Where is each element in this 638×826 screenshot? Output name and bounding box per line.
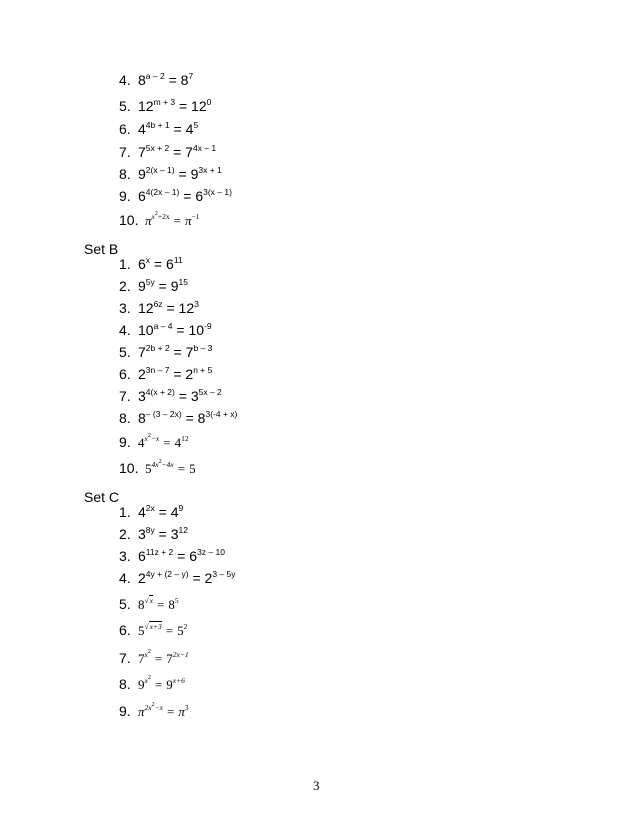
problem-item: 5. $8^{√x} = 8^5$ [119,596,179,612]
problem-item: 4. $10^{a - 4} = 10^{-9}$ [119,321,212,338]
exponent: 4(2x – 1) [145,187,180,197]
exponent-square: 2 [154,211,158,217]
base: 2 [204,570,213,586]
exponent: 3(x – 1) [203,187,232,197]
problem-item: 9. $6^{4(2x - 1)} = 6^{3(x - 1)}$ [119,187,232,204]
base: 4 [170,504,179,520]
exponent-square: 2 [147,649,151,655]
exponent: 3n – 7 [145,365,170,375]
base: 6 [138,188,146,204]
exponent: x [144,650,148,659]
problem-item: 1. $4^{2x} = 4^9$ [119,503,184,520]
item-number: 8. [119,676,131,692]
exponent: 2x−1 [172,650,189,659]
item-number: 8. [119,166,131,182]
base: 9 [166,677,173,692]
exponent: n + 5 [193,365,213,375]
exponent: 4y + (2 – y) [145,569,189,579]
exponent-square: 2 [147,675,151,681]
exponent: a – 2 [145,71,165,81]
exponent: 5 [174,596,179,605]
base: 5 [138,623,145,638]
item-number: 4. [119,72,131,88]
exponent: 3 – 5y [212,569,236,579]
base: π [138,704,145,719]
exponent: −1 [191,212,200,221]
radicand: x+3 [149,622,162,631]
base: 2 [138,570,146,586]
exponent: – (3 – 2x) [145,409,182,419]
base: 8 [138,410,146,426]
base: 2 [138,366,146,382]
item-number: 1. [119,504,131,520]
base: 3 [190,388,199,404]
exponent: 4x [151,460,159,469]
base: 7 [185,144,193,160]
item-number: 2. [119,278,131,294]
item-number: 5. [119,344,131,360]
problem-item: 2. $3^{8y} = 3^{12}$ [119,525,189,542]
problem-item: 6. $5^{√x+3} = 5^2$ [119,622,188,638]
problem-item [119,460,196,477]
exponent: 2x [145,503,155,513]
equals-sign: = [173,213,181,228]
problem-item: 4. $2^{4y + (2 - y)} = 2^{3 - 5y}$ [119,569,236,586]
item-number: 5. [119,98,131,114]
base: 8 [138,72,146,88]
problem-item [119,703,189,720]
exponent: 4x – 1 [192,143,217,153]
item-number: 3. [119,548,131,564]
exponent: 3z – 10 [197,547,225,557]
exponent: 4(x + 2) [145,387,175,397]
set-c-label: Set C [84,489,120,505]
exponent: b – 3 [193,343,213,353]
problem-item: 7. $7^{5x + 2} = 7^{4x - 1}$ [119,143,217,160]
equals-sign: = [167,704,175,719]
exponent: 2x [144,703,152,712]
base: 12 [138,98,154,114]
problem-item: 5. $12^{m + 3} = 12^0$ [119,97,212,114]
problem-item: 5. $7^{2b + 2} = 7^{b - 3}$ [119,343,213,360]
exponent: 5x – 2 [198,387,222,397]
item-number: 7. [119,144,131,160]
item-number: 1. [119,256,131,272]
exponent: 2(x – 1) [145,165,175,175]
equals-sign: = [165,623,174,638]
base: 10 [188,322,205,338]
equals-sign: = [156,597,165,612]
item-number: 8. [119,410,131,426]
base: 6 [195,188,204,204]
problem-item: 7. $3^{4(x + 2)} = 3^{5x - 2}$ [119,387,222,404]
exponent-rest: +2x [157,212,170,221]
item-number: 10. [119,460,139,476]
exponent-square: 2 [151,702,155,708]
exponent: x [151,212,155,221]
base: 6 [166,256,174,272]
base: 8 [180,72,189,88]
exponent: 15 [178,277,189,287]
exponent: 7 [188,71,194,81]
exponent: x [144,434,148,443]
base: 7 [138,344,146,360]
base: 6 [189,548,198,564]
item-number: 6. [119,121,131,137]
base: 5 [177,623,184,638]
right-hand-side: 5 [189,461,196,476]
base: 4 [185,121,194,137]
exponent: 11 [173,255,183,265]
item-number: 7. [119,388,131,404]
base: 4 [138,504,146,520]
base: π [145,213,152,228]
exponent: 0 [206,97,212,107]
exponent: 2b + 2 [145,343,170,353]
base: 4 [138,435,145,450]
exponent: -9 [204,321,212,331]
base: 3 [170,526,179,542]
exponent: 11z + 2 [145,547,174,557]
base: 9 [138,677,145,692]
base: 4 [174,435,182,450]
base: 2 [185,366,194,382]
base: 7 [138,144,146,160]
base: 3 [138,388,146,404]
item-number: 4. [119,322,131,338]
equals-sign: = [154,651,163,666]
exponent: 3x + 1 [198,165,222,175]
item-number: 5. [119,596,131,612]
problem-item [119,650,189,667]
problem-item [119,434,189,451]
base: 7 [138,651,145,666]
base: 9 [190,166,199,182]
exponent: x [145,255,151,265]
item-number: 10. [119,212,139,228]
problem-item: 6. $2^{3n - 7} = 2^{n + 5}$ [119,365,213,382]
exponent: 8y [145,525,155,535]
base: 12 [191,98,207,114]
base: 12 [138,300,154,316]
problem-item: 8. $9^{2(x - 1)} = 9^{3x + 1}$ [119,165,222,182]
item-number: 6. [119,622,131,638]
base: 8 [197,410,206,426]
exponent: 5y [145,277,155,287]
item-number: 4. [119,570,131,586]
exponent: 4b + 1 [145,120,170,130]
base: 5 [145,461,152,476]
item-number: 2. [119,526,131,542]
problem-item: 6. $4^{4b + 1} = 4^5$ [119,120,199,137]
problem-item: 2. $9^{5y} = 9^{15}$ [119,277,189,294]
exponent: 3(-4 + x) [205,409,238,419]
item-number: 6. [119,366,131,382]
base: 9 [138,166,146,182]
item-number: 9. [119,703,131,719]
problem-item [119,212,199,229]
exponent-square: 2 [158,459,162,465]
base: 3 [138,526,146,542]
exponent: 3 [184,703,189,712]
exponent: x [144,676,148,685]
exponent: x+6 [172,676,185,685]
base: 6 [138,256,146,272]
base: 8 [138,597,145,612]
item-number: 9. [119,434,131,450]
problem-item: 3. $6^{11z + 2} = 6^{3z - 10}$ [119,547,225,564]
problem-item [119,676,185,693]
equals-sign: = [154,677,163,692]
problem-item: 4. $8^{a - 2} = 8^7$ [119,71,194,88]
problem-item: 1. $6^x = 6^{11}$ [119,255,183,272]
exponent: 5 [193,120,199,130]
item-number: 7. [119,650,131,666]
page-number: 3 [313,778,320,793]
exponent: 9 [178,503,184,513]
base: 8 [168,597,175,612]
radicand: x [149,596,153,605]
base: 7 [166,651,173,666]
set-b-label: Set B [84,241,119,257]
base: π [184,213,192,228]
base: π [178,704,185,719]
exponent-rest: −4x [161,460,174,469]
base: 12 [178,300,195,316]
problem-item: 3. $12^{6z} = 12^3$ [119,299,199,316]
exponent-rest: −x [150,434,160,443]
equals-sign: = [163,435,171,450]
base: 6 [138,548,146,564]
base: 10 [138,322,154,338]
base: 4 [138,121,146,137]
exponent: a – 4 [153,321,173,331]
exponent: m + 3 [153,97,176,107]
base: 7 [185,344,194,360]
exponent: 12 [178,525,189,535]
exponent: 5x + 2 [145,143,170,153]
equals-sign: = [177,461,186,476]
problem-item: 8. $8^{- (3 - 2x)} = 8^{3(-4 + x)}$ [119,409,238,426]
exponent: 12 [181,434,189,443]
exponent-rest: −x [154,703,163,712]
exponent: 2 [183,622,188,631]
item-number: 9. [119,188,131,204]
item-number: 3. [119,300,131,316]
base: 9 [170,278,179,294]
base: 9 [138,278,146,294]
exponent: 6z [153,299,163,309]
exponent-square: 2 [147,433,151,439]
exponent: 3 [194,299,199,309]
